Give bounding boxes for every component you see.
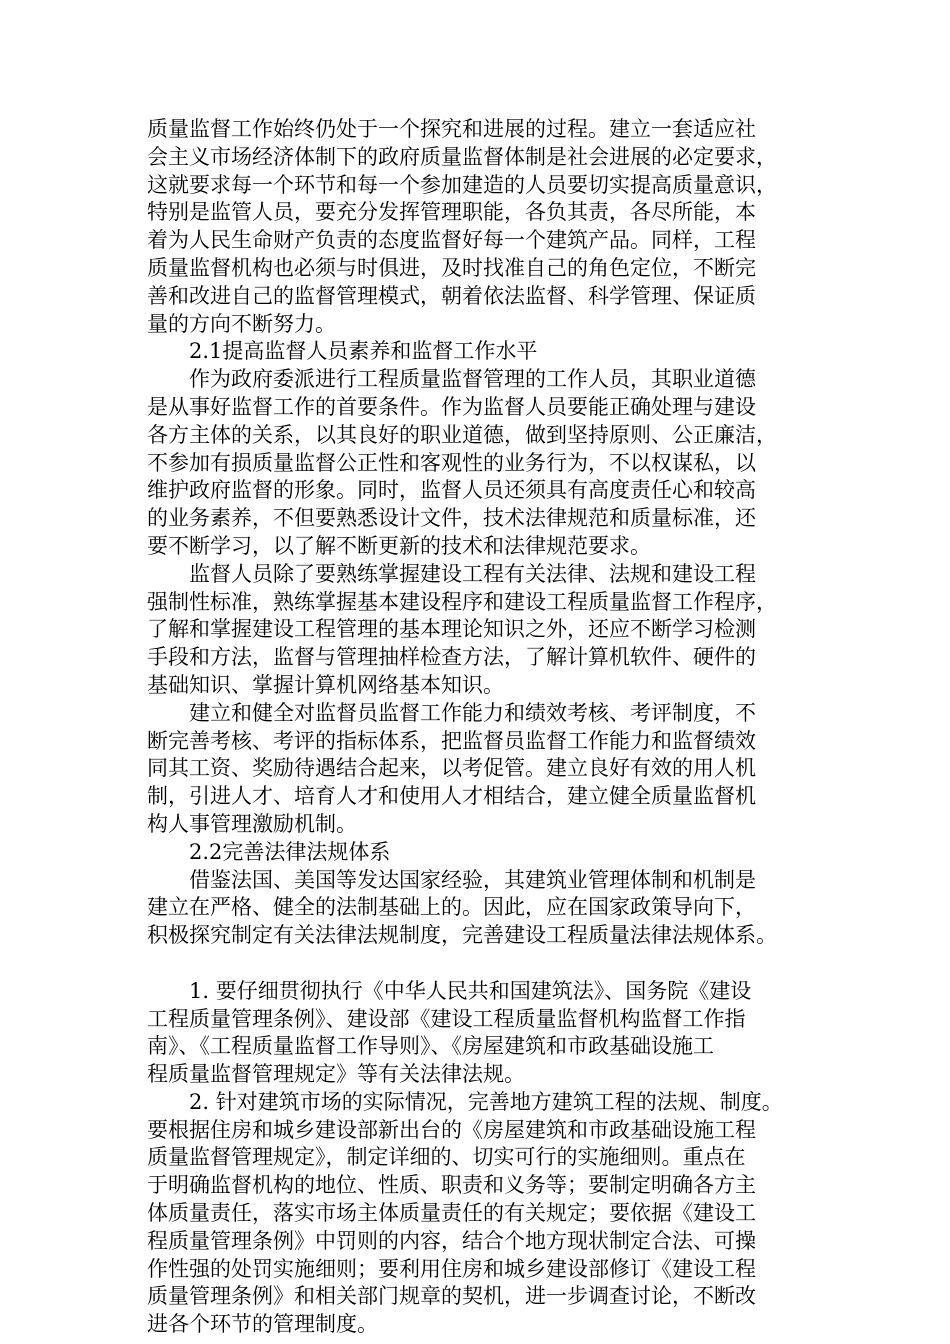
text-line: 作为政府委派进行工程质量监督管理的工作人员，其职业道德 xyxy=(189,367,756,392)
list-item-1 xyxy=(147,978,817,1089)
text-line: 强制性标准，熟练掌握基本建设程序和建设工程质量监督工作程序， xyxy=(147,589,777,614)
text-line: 质量监督管理规定》，制定详细的、切实可行的实施细则。重点在 xyxy=(147,1145,746,1170)
text-line: 工程质量管理条例》、建设部《建设工程质量监督机构监督工作指 xyxy=(147,1006,746,1031)
text-line: 制，引进人才、培育人才和使用人才相结合，建立健全质量监督机 xyxy=(147,784,756,809)
text-line: 这就要求每一个环节和每一个参加建造的人员要切实提高质量意识， xyxy=(147,172,777,197)
list-item-2 xyxy=(147,1089,817,1339)
text-line: 于明确监督机构的地位、性质、职责和义务等；要制定明确各方主 xyxy=(147,1173,756,1198)
section-heading-2-2: 2.2完善法律法规体系 xyxy=(189,839,391,864)
text-line: 的业务素养，不但要熟悉设计文件，技术法律规范和质量标准，还 xyxy=(147,506,756,531)
paragraph-2 xyxy=(147,366,817,561)
document-page xyxy=(147,116,817,1339)
text-line: 各方主体的关系，以其良好的职业道德，做到坚持原则、公正廉洁， xyxy=(147,422,777,447)
text-line: 质量管理条例》和相关部门规章的契机，进一步调查讨论，不断改 xyxy=(147,1284,756,1309)
text-line: 2. 针对建筑市场的实际情况，完善地方建筑工程的法规、制度。 xyxy=(189,1089,783,1114)
text-line: 维护政府监督的形象。同时，监督人员还须具有高度责任心和较高 xyxy=(147,478,756,503)
blank-line xyxy=(147,950,817,978)
text-line: 质量监督机构也必须与时俱进，及时找准自己的角色定位，不断完 xyxy=(147,255,756,280)
text-line: 进各个环节的管理制度。 xyxy=(147,1312,378,1337)
text-line: 了解和掌握建设工程管理的基本理论知识之外，还应不断学习检测 xyxy=(147,617,756,642)
text-line: 量的方向不断努力。 xyxy=(147,311,336,336)
text-line: 南》、《工程质量监督工作导则》、《房屋建筑和市政基础设施工 xyxy=(147,1034,714,1059)
text-line: 特别是监管人员，要充分发挥管理职能，各负其责，各尽所能，本 xyxy=(147,200,756,225)
text-line: 断完善考核、考评的指标体系，把监督员监督工作能力和监督绩效 xyxy=(147,728,756,753)
text-line: 构人事管理激励机制。 xyxy=(147,811,357,836)
section-heading-2-1: 2.1提高监督人员素养和监督工作水平 xyxy=(189,339,538,364)
text-line: 程质量监督管理规定》等有关法律法规。 xyxy=(147,1062,525,1087)
text-line: 同其工资、奖励待遇结合起来，以考促管。建立良好有效的用人机 xyxy=(147,756,756,781)
text-line: 手段和方法，监督与管理抽样检查方法，了解计算机软件、硬件的 xyxy=(147,645,756,670)
text-line: 监督人员除了要熟练掌握建设工程有关法律、法规和建设工程 xyxy=(189,561,756,586)
text-line: 积极探究制定有关法律法规制度，完善建设工程质量法律法规体系。 xyxy=(147,923,777,948)
paragraph-4 xyxy=(147,700,817,839)
paragraph-1 xyxy=(147,116,817,338)
text-line: 善和改进自己的监督管理模式，朝着依法监督、科学管理、保证质 xyxy=(147,283,756,308)
text-line: 建立在严格、健全的法制基础上的。因此，应在国家政策导向下， xyxy=(147,895,756,920)
text-line: 着为人民生命财产负责的态度监督好每一个建筑产品。同样，工程 xyxy=(147,228,756,253)
text-line: 会主义市场经济体制下的政府质量监督体制是社会进展的必定要求， xyxy=(147,144,777,169)
text-line: 建立和健全对监督员监督工作能力和绩效考核、考评制度，不 xyxy=(189,700,756,725)
text-line: 1. 要仔细贯彻执行《中华人民共和国建筑法》、国务院《建设 xyxy=(189,978,752,1003)
text-line: 借鉴法国、美国等发达国家经验，其建筑业管理体制和机制是 xyxy=(189,867,756,892)
text-line: 体质量责任，落实市场主体质量责任的有关规定；要依据《建设工 xyxy=(147,1201,756,1226)
text-line: 程质量管理条例》中罚则的内容，结合个地方现状制定合法、可操 xyxy=(147,1228,756,1253)
paragraph-5 xyxy=(147,867,817,950)
text-line: 是从事好监督工作的首要条件。作为监督人员要能正确处理与建设 xyxy=(147,394,756,419)
text-line: 不参加有损质量监督公正性和客观性的业务行为，不以权谋私，以 xyxy=(147,450,756,475)
text-line: 作性强的处罚实施细则；要利用住房和城乡建设部修订《建设工程 xyxy=(147,1256,756,1281)
text-line: 基础知识、掌握计算机网络基本知识。 xyxy=(147,672,504,697)
paragraph-3 xyxy=(147,561,817,700)
text-line: 要不断学习，以了解不断更新的技术和法律规范要求。 xyxy=(147,533,651,558)
text-line: 要根据住房和城乡建设部新出台的《房屋建筑和市政基础设施工程 xyxy=(147,1117,756,1142)
text-line: 质量监督工作始终仍处于一个探究和进展的过程。建立一套适应社 xyxy=(147,117,756,141)
